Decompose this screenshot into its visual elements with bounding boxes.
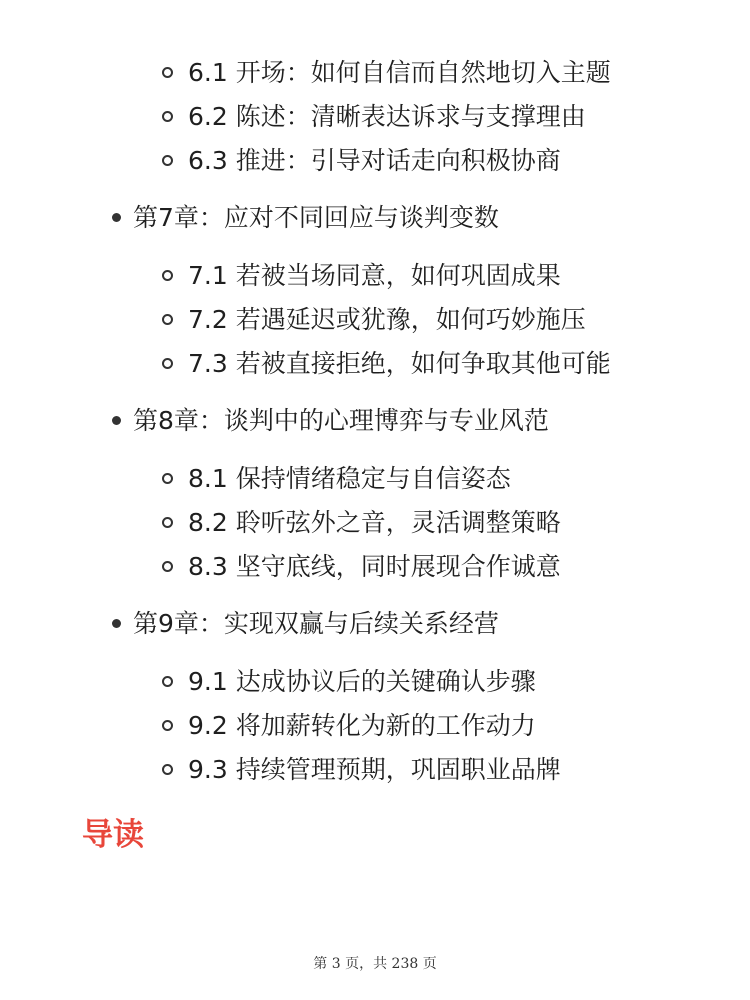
outline-item-6-2: 6.2 陈述：清晰表达诉求与支撑理由 xyxy=(188,102,586,131)
outline-item-7-3: 7.3 若被直接拒绝，如何争取其他可能 xyxy=(188,349,611,378)
filled-bullet-icon xyxy=(112,213,121,222)
hollow-bullet-icon xyxy=(162,676,173,687)
hollow-bullet-icon xyxy=(162,358,173,369)
outline-item-6-1: 6.1 开场：如何自信而自然地切入主题 xyxy=(188,58,611,87)
outline-item-6-3: 6.3 推进：引导对话走向积极协商 xyxy=(188,146,561,175)
hollow-bullet-icon xyxy=(162,270,173,281)
hollow-bullet-icon xyxy=(162,764,173,775)
hollow-bullet-icon xyxy=(162,67,173,78)
hollow-bullet-icon xyxy=(162,155,173,166)
filled-bullet-icon xyxy=(112,619,121,628)
outline-chapter-7: 第7章：应对不同回应与谈判变数 xyxy=(133,203,499,232)
outline-item-9-1: 9.1 达成协议后的关键确认步骤 xyxy=(188,667,536,696)
outline-item-8-1: 8.1 保持情绪稳定与自信姿态 xyxy=(188,464,511,493)
page-number: 第 3 页，共 238 页 xyxy=(313,956,437,972)
outline-item-7-2: 7.2 若遇延迟或犹豫，如何巧妙施压 xyxy=(188,305,586,334)
outline-item-7-1: 7.1 若被当场同意，如何巩固成果 xyxy=(188,261,561,290)
outline-chapter-8: 第8章：谈判中的心理博弈与专业风范 xyxy=(133,406,549,435)
hollow-bullet-icon xyxy=(162,517,173,528)
outline-item-8-3: 8.3 坚守底线，同时展现合作诚意 xyxy=(188,552,561,581)
hollow-bullet-icon xyxy=(162,561,173,572)
outline-item-8-2: 8.2 聆听弦外之音，灵活调整策略 xyxy=(188,508,561,537)
hollow-bullet-icon xyxy=(162,314,173,325)
hollow-bullet-icon xyxy=(162,473,173,484)
hollow-bullet-icon xyxy=(162,111,173,122)
outline-item-9-2: 9.2 将加薪转化为新的工作动力 xyxy=(188,711,536,740)
filled-bullet-icon xyxy=(112,416,121,425)
outline-chapter-9: 第9章：实现双赢与后续关系经营 xyxy=(133,609,499,638)
hollow-bullet-icon xyxy=(162,720,173,731)
outline-item-9-3: 9.3 持续管理预期，巩固职业品牌 xyxy=(188,755,561,784)
section-heading: 导读 xyxy=(82,817,144,853)
